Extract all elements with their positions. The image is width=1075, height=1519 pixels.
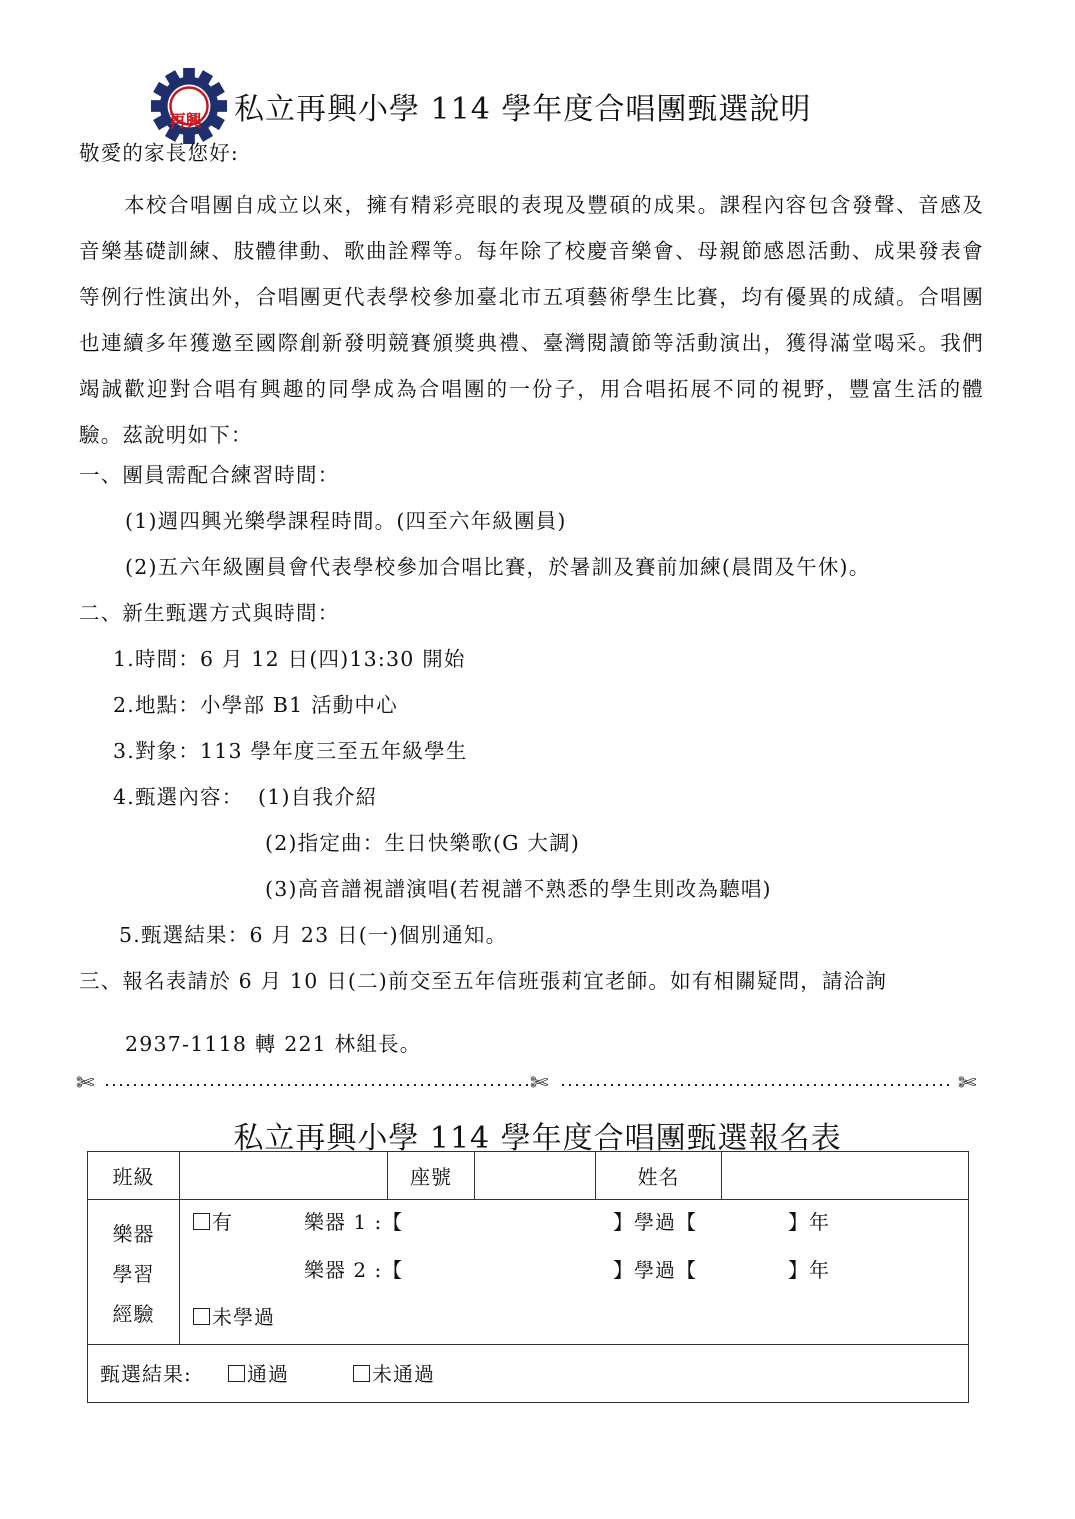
section3-line-1: 三、報名表請於 6 月 10 日(二)前交至五年信班張莉宜老師。如有相關疑問，請洽詢 <box>79 969 888 993</box>
instrument1-learned-label: 】學過【 <box>613 1210 697 1234</box>
instrument2-learned-label: 】學過【 <box>613 1258 697 1282</box>
section2-heading: 二、新生甄選方式與時間： <box>79 601 340 625</box>
intro-paragraph: 本校合唱團自成立以來，擁有精彩亮眼的表現及豐碩的成果。課程內容包含發聲、音感及音樂基礎訓練、肢體律動、歌曲詮釋等。每年除了校慶音樂會、母親節感恩活動、成果發表會等例行性演出外，合唱團更代表學校參加臺北市五項藝術學生比賽，均有優異的成績。合唱團也連續多年獲邀至國際創新發明競賽頒獎典禮、臺灣閱讀節等活動演出，獲得滿堂喝采。我們竭誠歡迎對合唱有興趣的同學成為合唱團的一份子，用合唱拓展不同的視野，豐富生活的體驗。茲說明如下： <box>79 193 984 447</box>
not-learned-checkbox[interactable] <box>193 1308 210 1325</box>
pass-option[interactable] <box>228 1358 289 1387</box>
class-field[interactable] <box>180 1152 388 1200</box>
audition-place: 2.地點：小學部 B1 活動中心 <box>113 693 398 717</box>
has-checkbox[interactable] <box>193 1213 210 1230</box>
instrument-label-line-2: 學習 <box>112 1261 155 1286</box>
section1-item-1: (1)週四興光樂學課程時間。(四至六年級團員) <box>125 509 567 533</box>
result-row <box>88 1345 969 1403</box>
result-label: 甄選結果: <box>100 1362 192 1386</box>
school-logo-gear-icon <box>150 67 228 145</box>
section3-line-2: 2937-1118 轉 221 林組長。 <box>125 1032 422 1056</box>
instrument-label-line-1: 樂器 <box>112 1221 155 1246</box>
pass-label: 通過 <box>247 1362 289 1386</box>
instrument-experience-cell <box>180 1200 969 1345</box>
not-learned-label: 未學過 <box>212 1305 275 1329</box>
name-field[interactable] <box>722 1152 969 1200</box>
audition-time: 1.時間：6 月 12 日(四)13:30 開始 <box>113 647 466 671</box>
audition-content-item-3: (3)高音譜視譜演唱(若視譜不熟悉的學生則改為聽唱) <box>265 877 772 901</box>
greeting: 敬愛的家長您好: <box>79 141 240 165</box>
audition-result: 5.甄選結果：6 月 23 日(一)個別通知。 <box>119 923 508 947</box>
audition-content-item-1: (1)自我介紹 <box>258 785 378 809</box>
scissors-icon: ✄ <box>530 1071 549 1096</box>
fail-option[interactable] <box>353 1358 435 1387</box>
audition-content-label: 4.甄選內容： <box>113 785 244 809</box>
audition-content-item-2: (2)指定曲：生日快樂歌(G 大調) <box>265 831 581 855</box>
page-title: 私立再興小學 114 學年度合唱團甄選說明 <box>234 92 812 127</box>
seat-label: 座號 <box>388 1152 475 1200</box>
scissors-icon: ✄ <box>958 1071 977 1096</box>
section1-item-2: (2)五六年級團員會代表學校參加合唱比賽，於暑訓及賽前加練(晨間及午休)。 <box>125 555 871 579</box>
has-option-label: 有 <box>212 1210 233 1234</box>
seat-field[interactable] <box>475 1152 596 1200</box>
page-header <box>150 80 811 132</box>
instrument1-year-label: 】年 <box>788 1210 830 1234</box>
registration-form <box>87 1151 969 1403</box>
logo-text: 再興 <box>169 112 201 132</box>
pass-checkbox[interactable] <box>228 1365 245 1382</box>
class-label: 班級 <box>88 1152 180 1200</box>
fail-label: 未通過 <box>372 1362 435 1386</box>
instrument1-label: 樂器 1 :【 <box>304 1210 404 1234</box>
instrument-experience-label <box>88 1200 180 1345</box>
has-option[interactable] <box>193 1206 233 1235</box>
name-label: 姓名 <box>596 1152 722 1200</box>
audition-target: 3.對象：113 學年度三至五年級學生 <box>113 739 468 763</box>
section1-heading: 一、團員需配合練習時間： <box>79 463 340 487</box>
instrument2-year-label: 】年 <box>788 1258 830 1282</box>
not-learned-option[interactable] <box>193 1301 275 1330</box>
form-title: 私立再興小學 114 學年度合唱團甄選報名表 <box>233 1121 842 1156</box>
scissors-icon: ✄ <box>76 1071 95 1096</box>
instrument-label-line-3: 經驗 <box>112 1301 155 1326</box>
fail-checkbox[interactable] <box>353 1365 370 1382</box>
instrument2-label: 樂器 2 :【 <box>304 1258 404 1282</box>
